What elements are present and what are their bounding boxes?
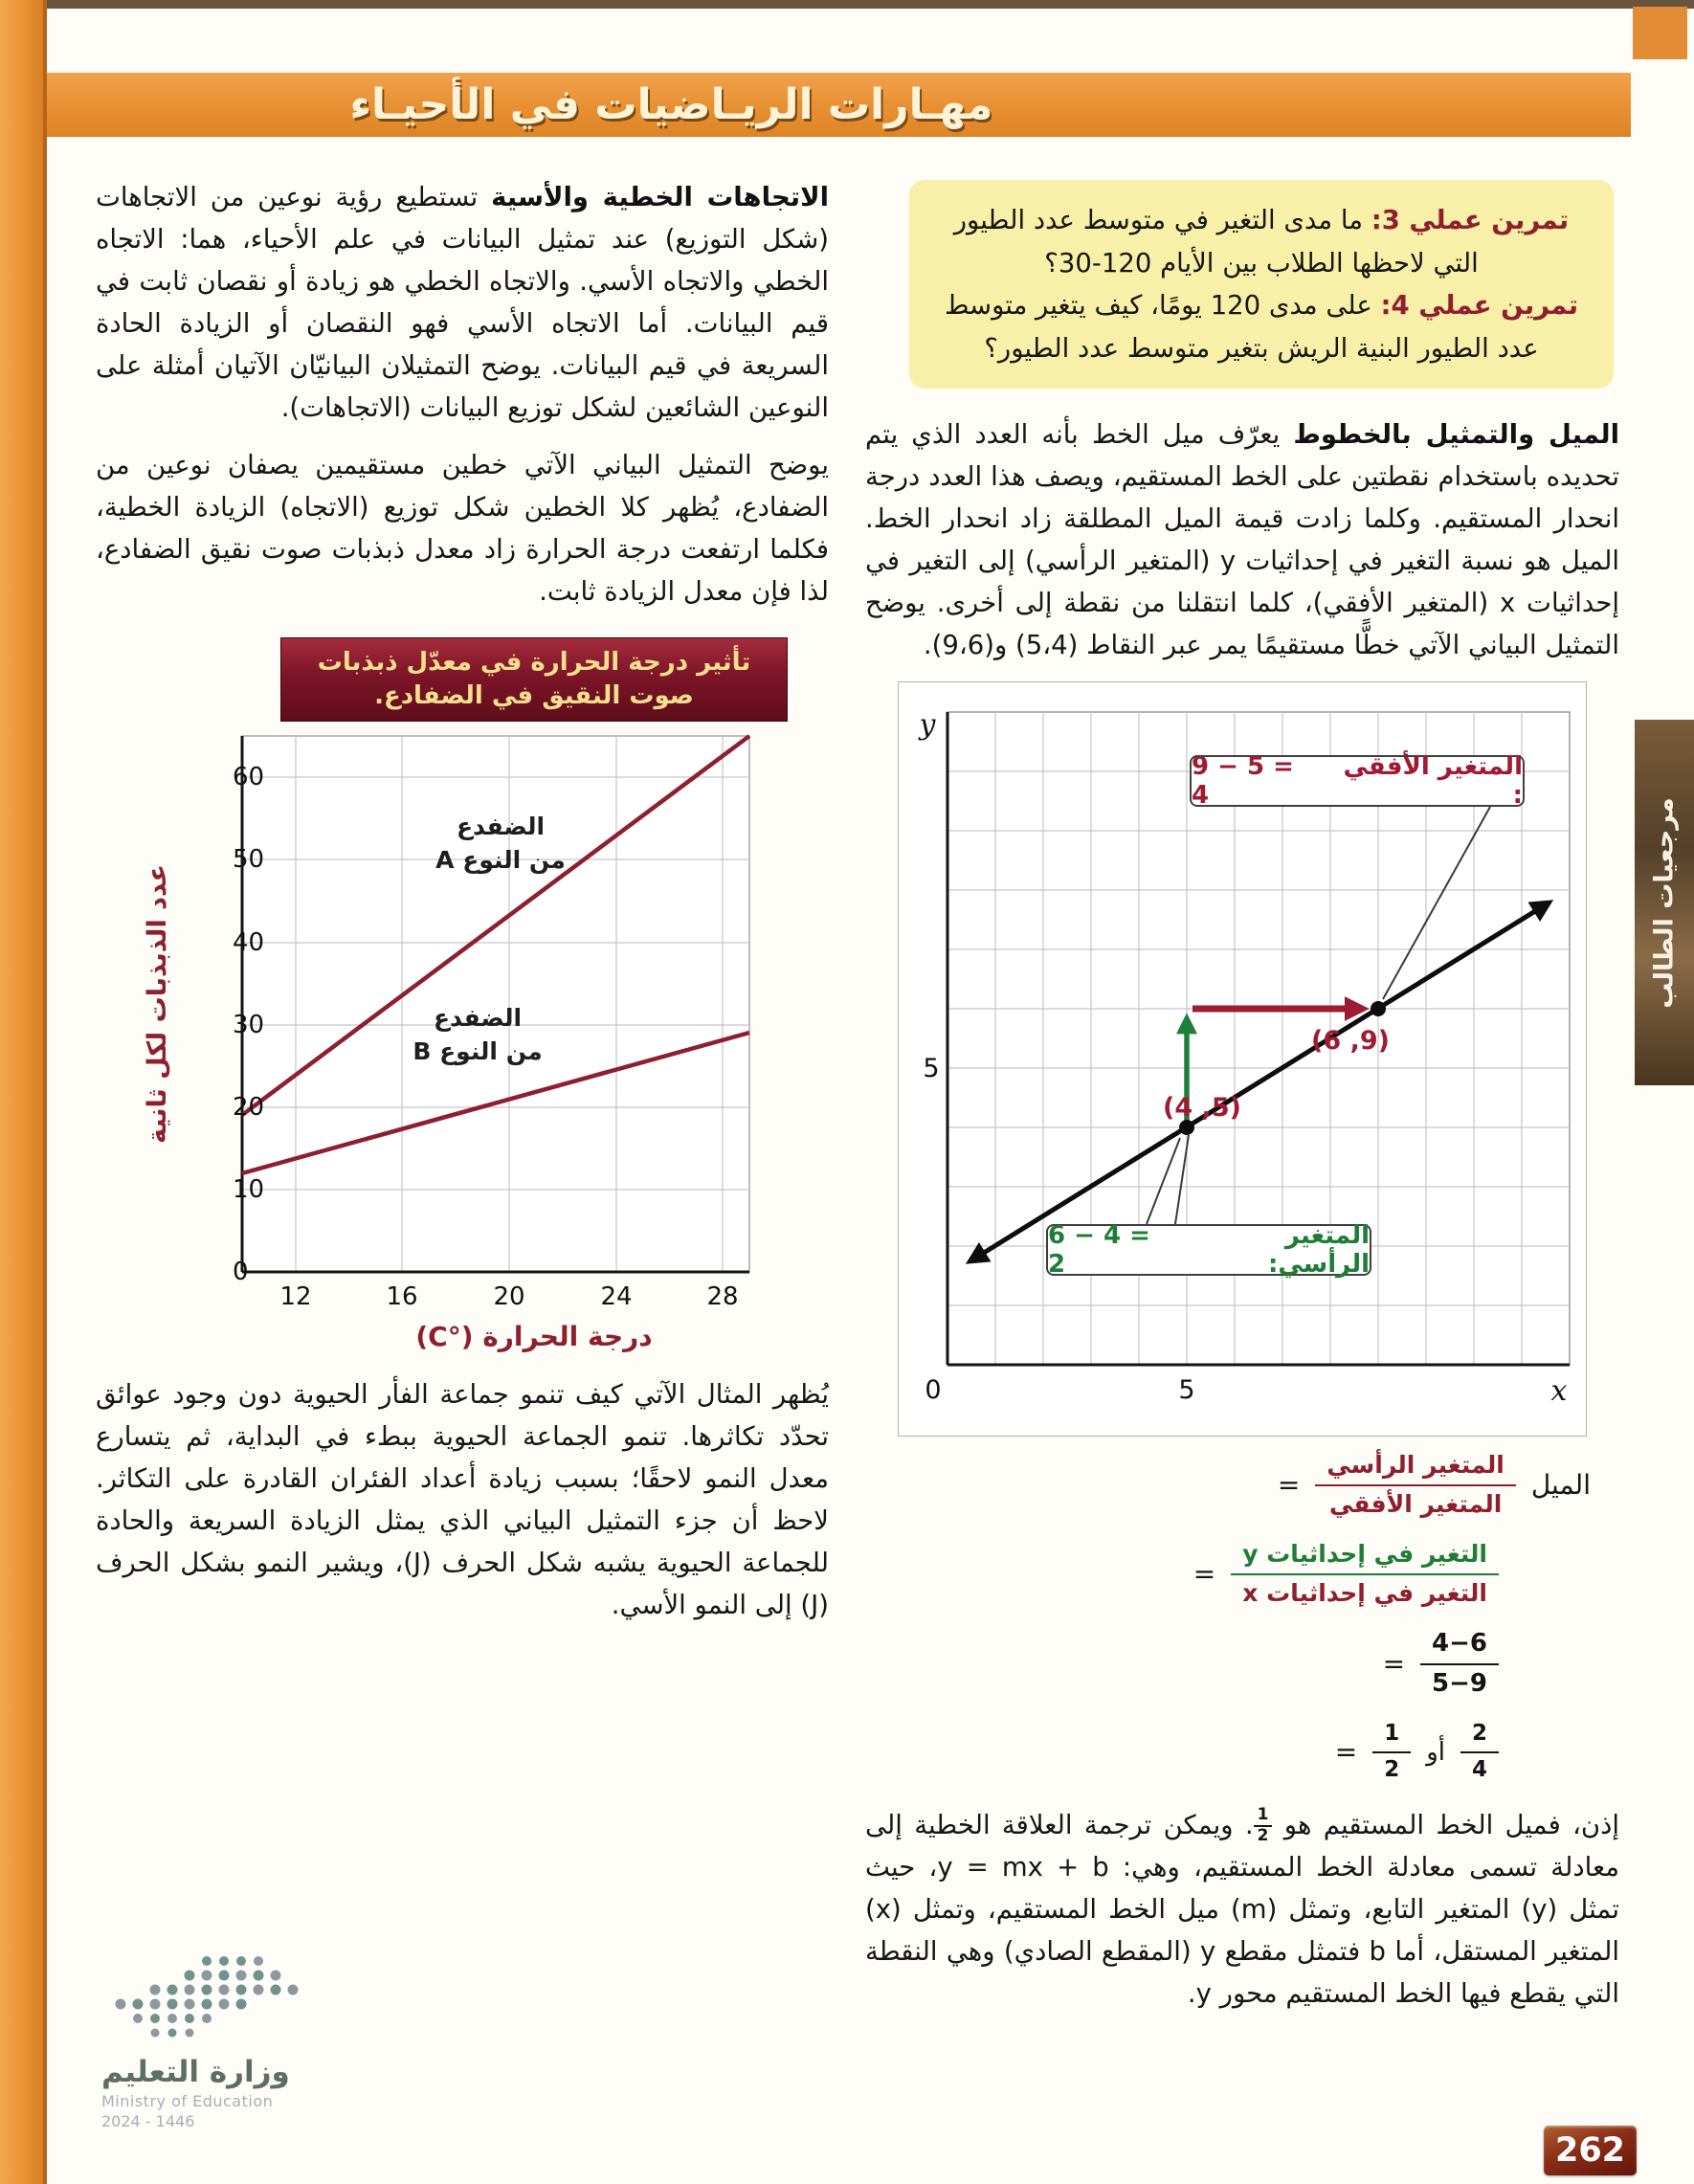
- closing-text-1: إذن، فميل الخط المستقيم هو: [1272, 1809, 1619, 1840]
- callout-vertical-change: [1046, 1221, 1371, 1280]
- series-a-label-line1: الضفدع: [456, 813, 546, 841]
- slope-intro-paragraph: [865, 413, 1619, 666]
- series-a-label-line2: من النوع A: [435, 846, 566, 875]
- callout-horizontal-label: المتغير الأفقي :: [1343, 752, 1523, 811]
- exercise-3: [938, 199, 1585, 284]
- fraction-denominator: 2: [1384, 1756, 1400, 1782]
- y-tick-0: 0: [233, 1258, 249, 1287]
- frogs-paragraph: [96, 444, 829, 613]
- page-number-badge: [1544, 2126, 1637, 2175]
- ministry-logo: [101, 1951, 408, 2130]
- frog-chart-title: [280, 637, 788, 722]
- column-right: [865, 176, 1619, 2030]
- y-tick-20: 20: [233, 1093, 265, 1123]
- slope-formula: [865, 1450, 1591, 1784]
- sidebar-tab-label: مرجعيات الطالب: [1649, 796, 1680, 1009]
- trends-lead: الاتجاهات الخطية والأسية: [491, 182, 829, 212]
- callout-vertical-label: المتغير الرأسي:: [1267, 1221, 1370, 1280]
- x-tick-28: 28: [706, 1282, 739, 1312]
- slope-graph-figure: [898, 681, 1587, 1437]
- ministry-name-arabic: وزارة التعليم: [101, 2055, 290, 2089]
- x-tick-5: 5: [1178, 1375, 1195, 1406]
- fraction-denominator: 5−9: [1432, 1668, 1487, 1698]
- column-left: [96, 176, 829, 2030]
- ministry-name-english: Ministry of Education: [101, 2092, 274, 2110]
- frog-chart-title-line2: صوت النقيق في الضفادع.: [374, 681, 694, 711]
- closing-paragraph: [865, 1804, 1619, 2015]
- fraction-numerator: 1: [1254, 1806, 1273, 1827]
- y-tick-60: 60: [233, 763, 265, 792]
- fraction-one-half: [1372, 1720, 1411, 1785]
- equals-sign: =: [1277, 1469, 1301, 1502]
- fraction-denominator: 4: [1471, 1756, 1487, 1782]
- left-border-strip: [0, 0, 47, 2184]
- mice-paragraph: [96, 1373, 829, 1626]
- frog-chart-figure: [137, 637, 788, 1352]
- callout-vertical-math: 6 − 4 = 2: [1048, 1221, 1150, 1280]
- fraction-two-fourths: [1460, 1720, 1499, 1785]
- formula-row-4: [865, 1720, 1499, 1785]
- fraction-numerator: التغير في إحداثيات y: [1231, 1539, 1499, 1575]
- equals-sign: =: [1334, 1736, 1358, 1769]
- mice-text: يُظهر المثال الآتي كيف تنمو جماعة الفأر الحيوية دون وجود عوائق تحدّد تكاثرها. تنمو الجماعة الحيوية ببطء في البداية، ثم يتسارع معدل النمو لاحقًا؛ بسبب زيادة أعداد الفئران القادرة على التكاثر. لاحظ أن جزء التمثيل البياني الذي يمثل الزيادة السريعة والحادة للجماعة الحيوية يشبه شكل الحرف (J)، ويشير النمو بشكل الحرف (J) إلى النمو الأسي.: [96, 1379, 829, 1621]
- page-title: مهـارات الريـاضيات في الأحيـاء: [349, 80, 993, 129]
- origin-label: 0: [925, 1375, 942, 1406]
- fraction-denominator: التغير في إحداثيات x: [1242, 1578, 1487, 1607]
- slope-lead: الميل والتمثيل بالخطوط: [1293, 419, 1620, 451]
- y-tick-5: 5: [923, 1054, 940, 1084]
- x-axis-title: درجة الحرارة (°C): [415, 1321, 653, 1353]
- frogs-text: يوضح التمثيل البياني الآتي خطين مستقيمين يصفان نوعين من الضفادع، يُظهر كلا الخطين شكل توزيع (الاتجاه) الزيادة الخطية، فكلما ارتفعت درجة الحرارة زاد معدل ذبذبات صوت نقيق الضفادع، لذا فإن معدل الزيادة ثابت.: [96, 450, 829, 607]
- slope-text: يعرّف ميل الخط بأنه العدد الذي يتم تحديده باستخدام نقطتين على الخط المستقيم، ويصف هذا العدد درجة انحدار المستقيم. وكلما زادت قيمة الميل المطلقة زاد انحدار الخط. الميل هو نسبة التغير في إحداثيات y (المتغير الرأسي) إلى التغير في إحداثيات x (المتغير الأفقي)، كلما انتقلنا من نقطة إلى أخرى. يوضح التمثيل البياني الآتي خطًّا مستقيمًا يمر عبر النقاط (5،4) و(9،6).: [865, 419, 1619, 661]
- frog-chart-svg: [137, 722, 788, 1315]
- fraction-numerator: 1: [1372, 1720, 1411, 1753]
- slope-graph-wrap: [904, 688, 1580, 1430]
- callout-horizontal-change: [1190, 752, 1525, 811]
- or-word: أو: [1426, 1737, 1445, 1767]
- formula-row-2: [865, 1539, 1499, 1609]
- point-label-2: (9, 6): [1311, 1026, 1390, 1057]
- fraction-numerator: 4−6: [1420, 1628, 1499, 1665]
- formula-lhs: الميل: [1530, 1469, 1591, 1502]
- series-b-label-line2: من النوع B: [412, 1037, 543, 1066]
- ministry-logo-dots: [101, 1951, 307, 2047]
- equals-sign: =: [1192, 1558, 1216, 1591]
- exercise-4: [938, 284, 1585, 369]
- series-b-label-line1: الضفدع: [433, 1004, 523, 1033]
- fraction-denominator: المتغير الأفقي: [1328, 1489, 1503, 1518]
- sidebar-tab-student-references[interactable]: [1635, 720, 1694, 1085]
- top-border-strip: [0, 0, 1694, 9]
- equation-y-mx-b: y = mx + b: [937, 1851, 1109, 1883]
- page-content: [96, 176, 1619, 2030]
- page-header-banner: [47, 73, 1631, 137]
- formula-row-3: [865, 1628, 1499, 1701]
- fraction-numerator: المتغير الرأسي: [1315, 1450, 1515, 1486]
- axis-label-x: x: [1550, 1374, 1568, 1409]
- fraction-vertical-over-horizontal: [1315, 1450, 1515, 1520]
- y-tick-10: 10: [233, 1175, 265, 1205]
- point-label-1: (5, 4): [1163, 1093, 1241, 1124]
- x-tick-24: 24: [600, 1282, 633, 1312]
- trends-text: تستطيع رؤية نوعين من الاتجاهات (شكل التوزيع) عند تمثيل البيانات في علم الأحياء، هما: الاتجاه الخطي والاتجاه الأسي. والاتجاه الخطي هو زيادة أو نقصان ثابت في قيم البيانات. أما الاتجاه الأسي فهو النقصان أو الزيادة الحادة السريعة في قيم البيانات. يوضح التمثيلان البيانيّان الآتيان أمثلة على النوعين الشائعين لشكل توزيع البيانات (الاتجاهات).: [96, 182, 829, 423]
- page-number: 262: [1554, 2131, 1626, 2170]
- x-tick-20: 20: [493, 1282, 525, 1312]
- exercise-4-text: على مدى 120 يومًا، كيف يتغير متوسط عدد الطيور البنية الريش بتغير متوسط عدد الطيور؟: [944, 290, 1539, 364]
- closing-text-3: ، حيث تمثل (y) المتغير التابع، وتمثل (m) ميل الخط المستقيم، وتمثل (x) المتغير المستقل، أما b فتمثل مقطع y (المقطع الصادي) وهي النقطة التي يقطع فيها الخط المستقيم محور y.: [865, 1851, 1620, 2009]
- equals-sign: =: [1382, 1648, 1406, 1681]
- x-tick-12: 12: [279, 1282, 312, 1312]
- callout-horizontal-math: 9 − 5 = 4: [1192, 752, 1294, 811]
- exercise-4-label: تمرين عملي 4:: [1380, 290, 1579, 322]
- y-tick-30: 30: [233, 1011, 265, 1040]
- trends-paragraph: [96, 176, 829, 429]
- exercise-box: [909, 180, 1614, 389]
- fraction-numeric: [1420, 1628, 1499, 1701]
- point-9-6: [1371, 1001, 1386, 1016]
- frog-chart-title-line1: تأثير درجة الحرارة في معدّل ذبذبات: [317, 648, 751, 677]
- exercise-3-text: ما مدى التغير في متوسط عدد الطيور التي لاحظها الطلاب بين الأيام 120-30؟: [953, 205, 1479, 279]
- axis-label-y: y: [919, 708, 936, 743]
- logo-dots: [116, 1956, 299, 2038]
- x-tick-16: 16: [386, 1282, 418, 1312]
- y-tick-50: 50: [233, 845, 265, 875]
- ministry-years: 2024 - 1446: [101, 2112, 195, 2130]
- y-axis-title: عدد الذبذبات لكل ثانية: [143, 864, 172, 1145]
- fraction-numerator: 2: [1460, 1720, 1499, 1753]
- one-half-fraction: [1254, 1806, 1273, 1845]
- exercise-3-label: تمرين عملي 3:: [1371, 205, 1570, 235]
- formula-row-1: [865, 1450, 1591, 1520]
- y-tick-40: 40: [233, 928, 265, 958]
- corner-accent-square: [1633, 7, 1687, 59]
- fraction-denominator: 2: [1257, 1825, 1269, 1845]
- fraction-change-y-over-change-x: [1231, 1539, 1499, 1609]
- closing-text-2: . ويمكن ترجمة العلاقة الخطية إلى معادلة تسمى معادلة الخط المستقيم، وهي:: [865, 1809, 1620, 1883]
